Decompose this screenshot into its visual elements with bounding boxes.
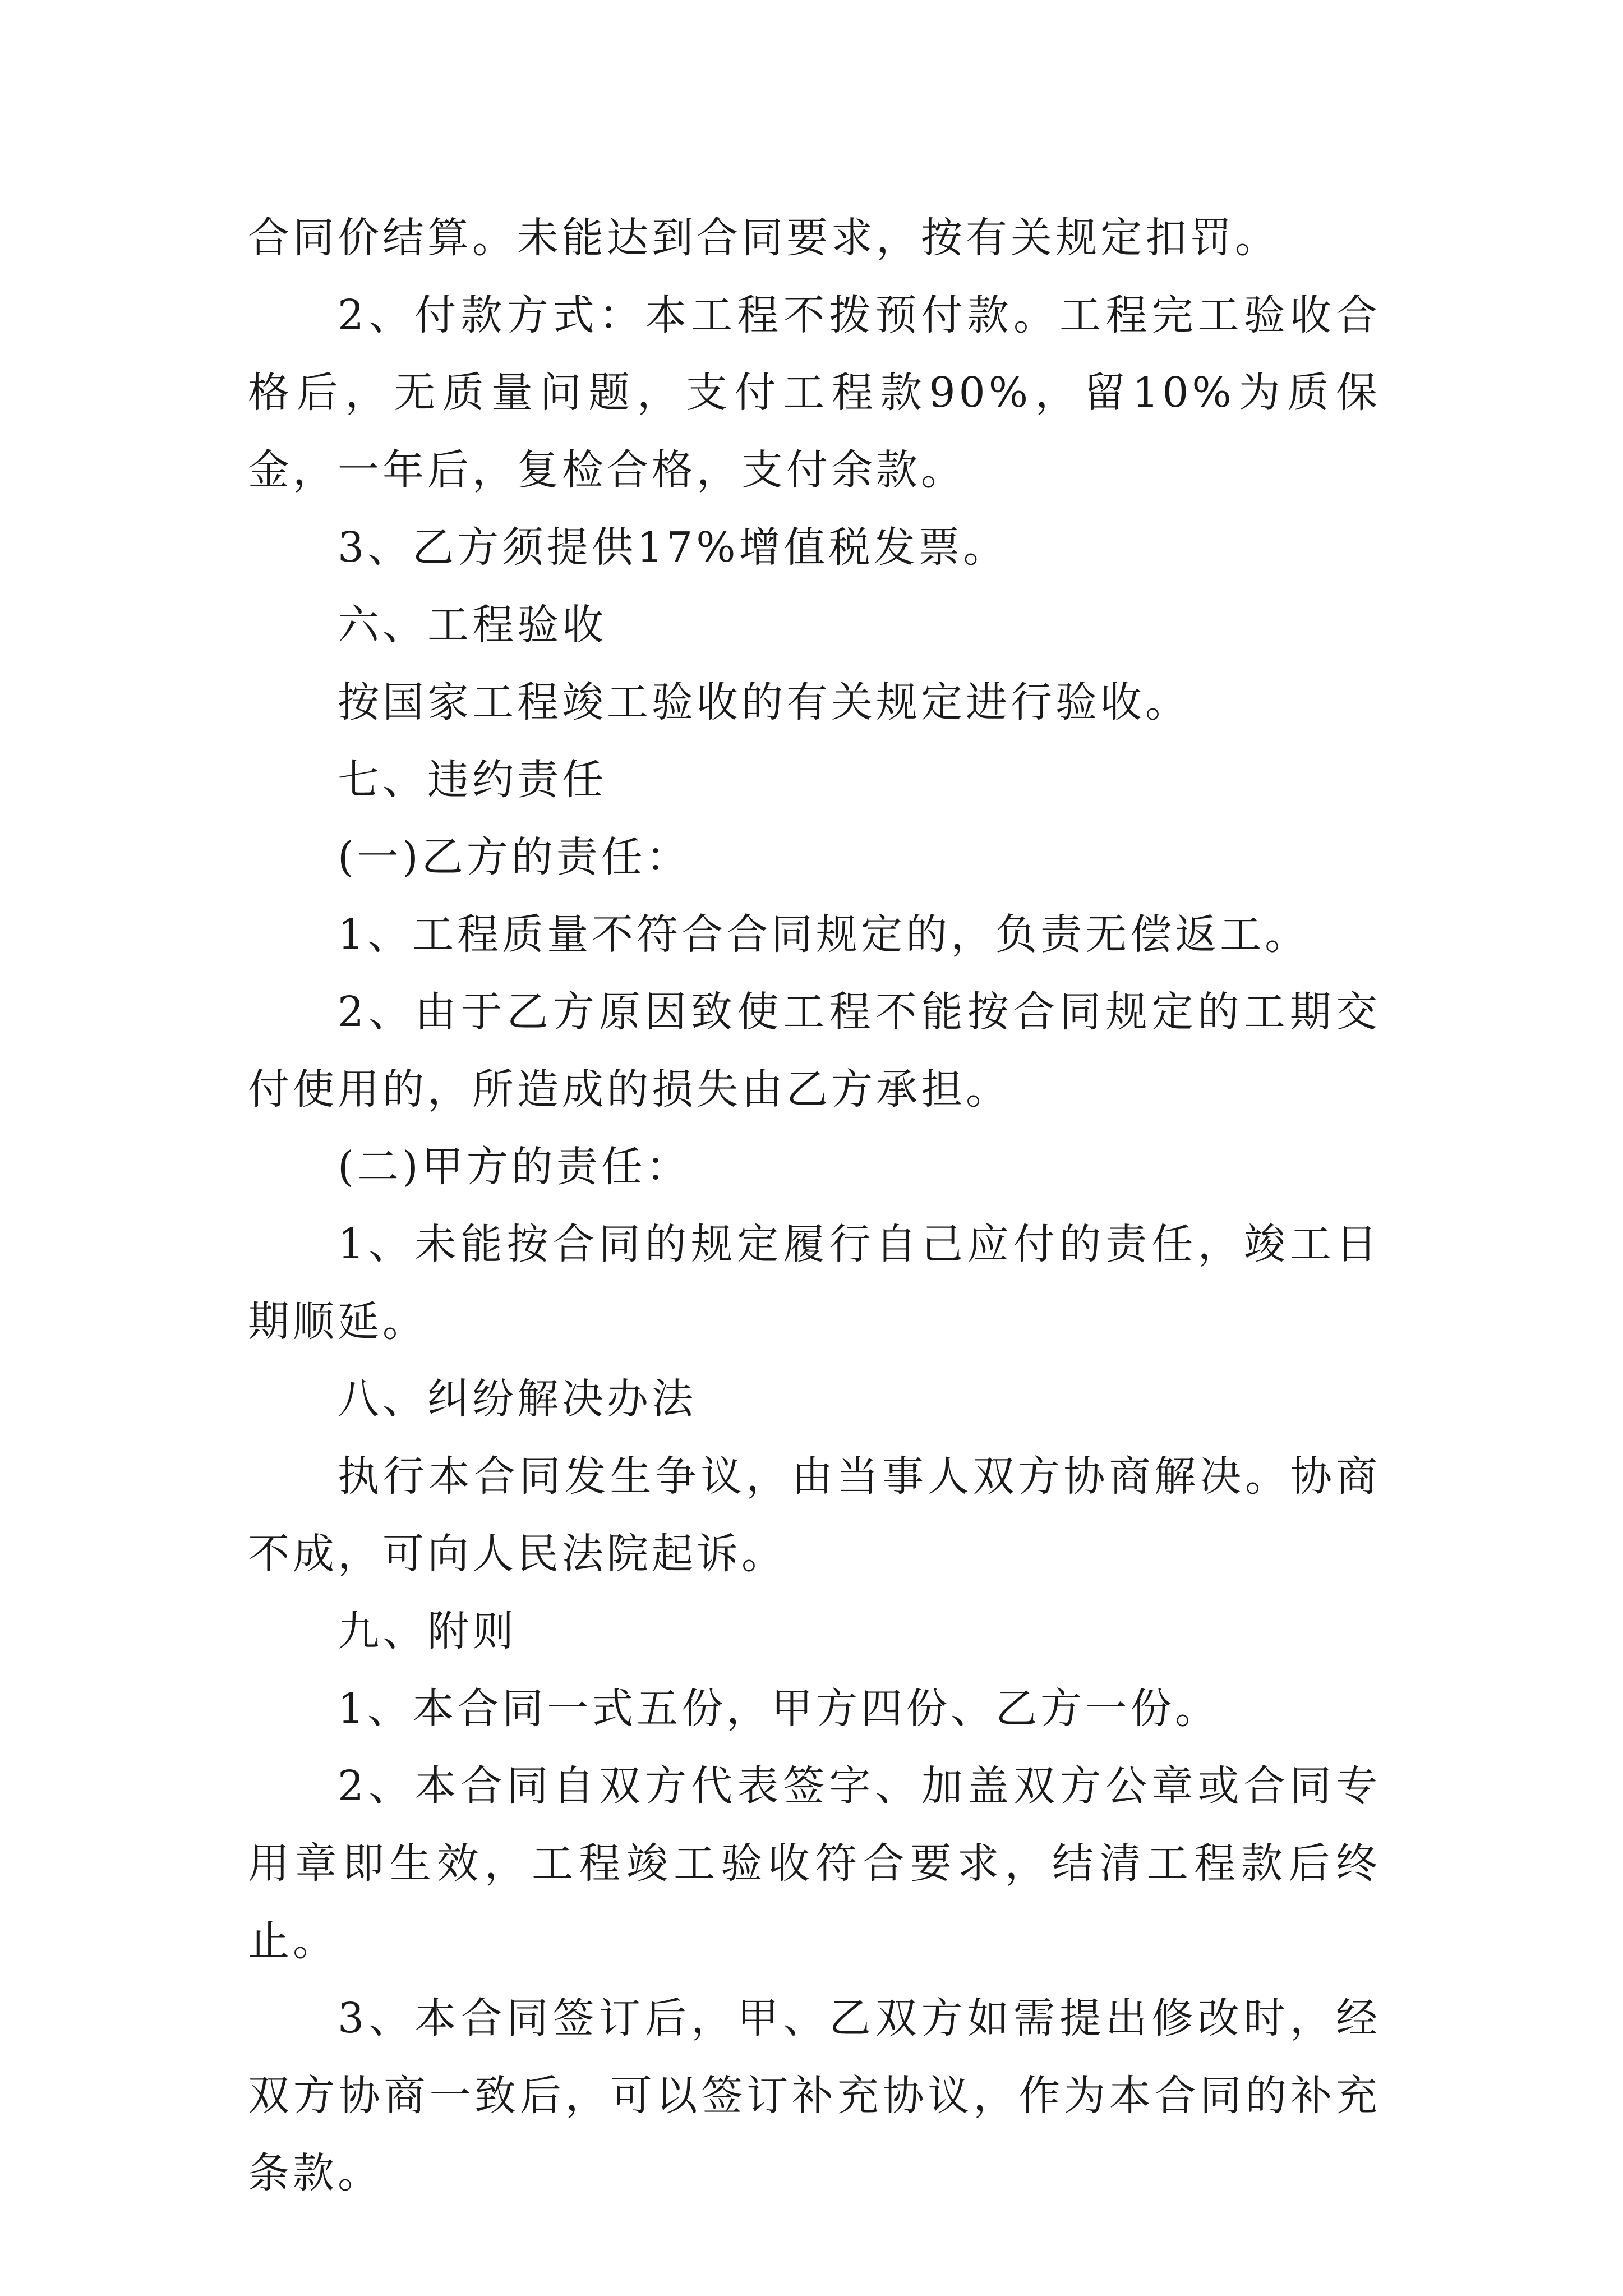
paragraph-payment-method: 2、付款方式：本工程不拨预付款。工程完工验收合格后，无质量问题，支付工程款90%，留10%为质保金，一年后，复检合格，支付余款。 <box>248 291 1381 494</box>
paragraph-supplementary-1: 1、本合同一式五份，甲方四份、乙方一份。 <box>338 1685 1220 1733</box>
paragraph-party-b-liability-1: 1、工程质量不符合合同规定的，负责无偿返工。 <box>338 910 1310 959</box>
section-heading-acceptance: 六、工程验收 <box>338 601 607 649</box>
paragraph-invoice: 3、乙方须提供17%增值税发票。 <box>338 523 1008 572</box>
paragraph-supplementary-2: 2、本合同自双方代表签字、加盖双方公章或合同专用章即生效，工程竣工验收符合要求，结清工程款后终止。 <box>248 1762 1381 1965</box>
subheading-party-b-liability: (一)乙方的责任： <box>338 833 691 881</box>
document-body <box>248 199 1381 2212</box>
paragraph-acceptance: 按国家工程竣工验收的有关规定进行验收。 <box>338 678 1190 726</box>
paragraph-supplementary-3: 3、本合同签订后，甲、乙双方如需提出修改时，经双方协商一致后，可以签订补充协议，作为本合同的补充条款。 <box>248 1994 1381 2197</box>
paragraph-dispute: 执行本合同发生争议，由当事人双方协商解决。协商不成，可向人民法院起诉。 <box>248 1452 1381 1578</box>
section-heading-liability: 七、违约责任 <box>338 756 607 804</box>
paragraph-party-b-liability-2: 2、由于乙方原因致使工程不能按合同规定的工期交付使用的，所造成的损失由乙方承担。 <box>248 988 1381 1114</box>
section-heading-supplementary: 九、附则 <box>338 1607 517 1655</box>
paragraph-settlement-continuation: 合同价结算。未能达到合同要求，按有关规定扣罚。 <box>248 214 1280 262</box>
section-heading-dispute: 八、纠纷解决办法 <box>338 1375 697 1423</box>
paragraph-party-a-liability-1: 1、未能按合同的规定履行自己应付的责任，竣工日期顺延。 <box>248 1220 1381 1346</box>
subheading-party-a-liability: (二)甲方的责任： <box>338 1143 691 1191</box>
